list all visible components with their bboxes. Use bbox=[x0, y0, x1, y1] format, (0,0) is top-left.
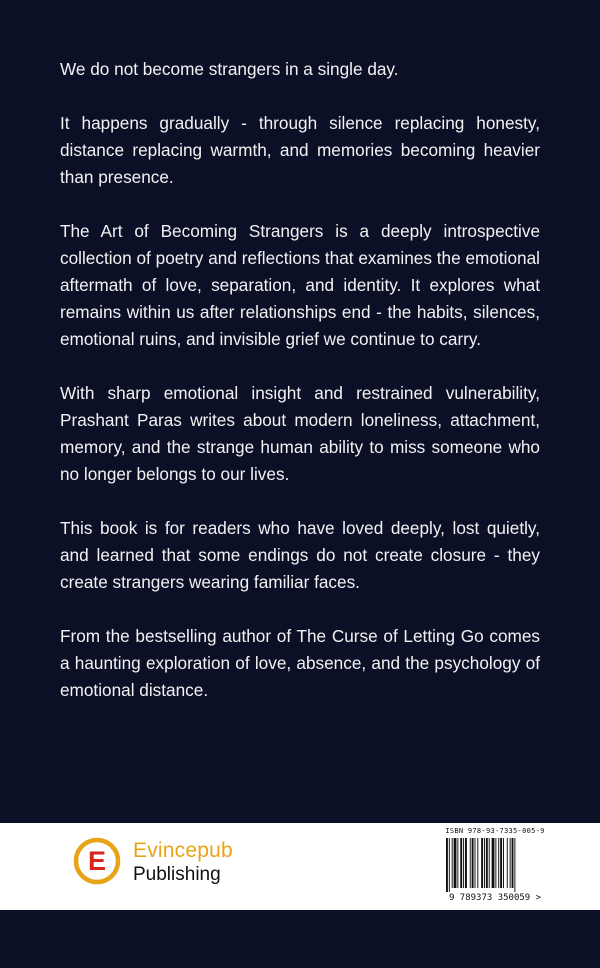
barcode-bar bbox=[503, 838, 504, 888]
barcode-bar bbox=[498, 838, 499, 888]
publisher-name: Evincepub bbox=[133, 839, 233, 862]
barcode-bar bbox=[486, 838, 488, 888]
blurb-text bbox=[60, 56, 540, 731]
blurb-paragraph-1: We do not become strangers in a single day. bbox=[60, 59, 399, 79]
barcode-bar bbox=[510, 838, 511, 888]
barcode-bar bbox=[495, 838, 496, 888]
publisher-logo bbox=[73, 835, 243, 895]
barcode-bar bbox=[512, 838, 514, 888]
barcode-bar bbox=[489, 838, 490, 888]
barcode-bar bbox=[492, 838, 495, 888]
barcode-bars bbox=[446, 838, 544, 892]
isbn-barcode bbox=[440, 827, 550, 907]
evincepub-logo-icon bbox=[73, 837, 121, 885]
publisher-subtitle: Publishing bbox=[133, 864, 221, 885]
barcode-bar bbox=[465, 838, 467, 888]
barcode-bar bbox=[460, 838, 462, 888]
barcode-bar bbox=[446, 838, 448, 892]
barcode-bar bbox=[477, 838, 478, 888]
isbn-label: ISBN 978-93-7335-005-9 bbox=[445, 827, 545, 835]
barcode-bar bbox=[470, 838, 471, 888]
barcode-bar bbox=[452, 838, 453, 888]
barcode-bar bbox=[454, 838, 457, 888]
blurb-paragraph-6: From the bestselling author of The Curse of Letting Go comes a haunting exploration of love, absence, and the psychology of emotional distance. bbox=[60, 626, 540, 700]
barcode-bar bbox=[484, 838, 485, 888]
blurb-paragraph-4: With sharp emotional insight and restrained vulnerability, Prashant Paras writes about modern loneliness, attachment, memory, and the strange human ability to miss someone who no longer belongs to our lives. bbox=[60, 383, 540, 484]
barcode-bar bbox=[507, 838, 508, 888]
barcode-bar bbox=[457, 838, 458, 888]
barcode-bar bbox=[514, 838, 515, 892]
bottom-strip bbox=[0, 910, 600, 968]
barcode-bar bbox=[463, 838, 464, 888]
barcode-bar bbox=[475, 838, 476, 888]
blurb-paragraph-2: It happens gradually - through silence replacing honesty, distance replacing warmth, and memories becoming heavier than presence. bbox=[60, 113, 540, 187]
barcode-bar bbox=[500, 838, 502, 888]
logo-letter: E bbox=[87, 846, 107, 876]
barcode-bar bbox=[472, 838, 474, 888]
barcode-bar bbox=[449, 838, 450, 892]
publisher-footer-band bbox=[0, 823, 600, 910]
barcode-bar bbox=[481, 838, 483, 888]
isbn-digits: 9 789373 350059 > bbox=[448, 893, 542, 903]
blurb-paragraph-3: The Art of Becoming Strangers is a deeply introspective collection of poetry and reflections that examines the emotional aftermath of love, separation, and identity. It explores what remains within us after relationships end - the habits, silences, emotional ruins, and invisible grief we continue to carry. bbox=[60, 221, 540, 349]
blurb-paragraph-5: This book is for readers who have loved deeply, lost quietly, and learned that some endings do not create closure - they create strangers wearing familiar faces. bbox=[60, 518, 540, 592]
